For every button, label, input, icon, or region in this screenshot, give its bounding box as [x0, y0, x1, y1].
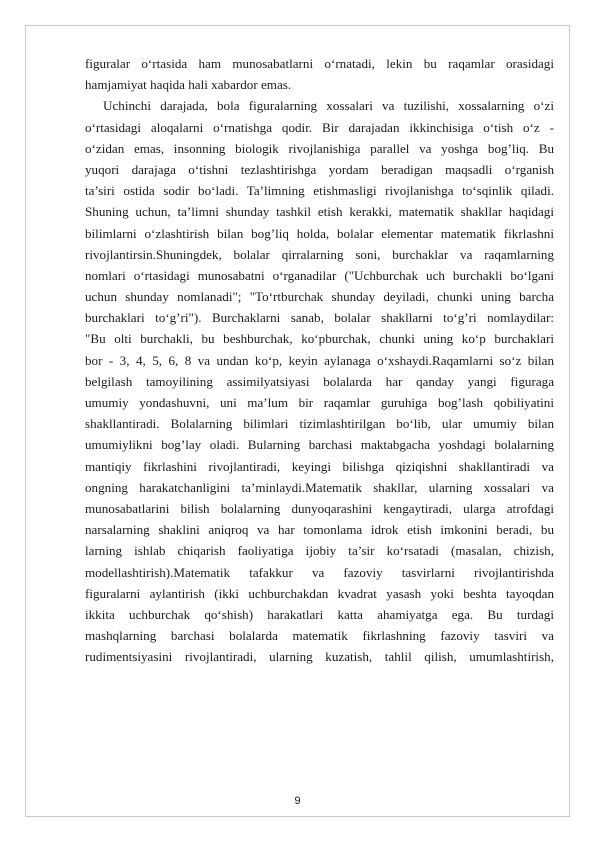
text-line: nomlari o‘rtasidagi munosabatni o‘rganadilar ("Uchburchak uch burchakli bo‘lgani [85, 267, 554, 283]
text-line: munosabatlarini bilish bolalarning dunyoqarashini kengaytiradi, ularga atrofdagi [85, 500, 554, 516]
text-line: shakllantiradi. Bolalarning bilimlari tizimlashtirilgan bo‘lib, ular umumiy bilan [85, 416, 554, 432]
text-line: o‘zidan emas, insonning biologik rivojlanishiga parallel va yoshga bog’liq. Bu [85, 140, 554, 156]
page-number: 9 [294, 795, 301, 807]
text-line: umumiy yondashuvni, uni ma’lum bir raqamlar guruhiga bog’lash qobiliyatini [85, 395, 554, 410]
text-line: mashqlarning barchasi bolalarda matematik fikrlashning fazoviy tasviri va [85, 628, 554, 644]
text-line: narsalarning shaklini aniqroq va har tomonlama idrok etish imkonini beradi, bu [85, 522, 554, 538]
text-line: figuralarni aylantirish (ikki uchburchakdan kvadrat yasash yoki beshta tayoqdan [85, 585, 554, 601]
text-line: o‘rtasidagi aloqalarni o‘rnatishga qodir. Bir darajadan ikkinchisiga o‘tish o‘z - [85, 119, 554, 135]
text-line: ikkita uchburchak qo‘shish) harakatlari katta ahamiyatga ega. Bu turdagi [85, 606, 554, 622]
text-line: bilimlarni o‘zlashtirish bilan bog’liq holda, bolalar elementar matematik fikrlashni [85, 225, 554, 241]
text-line: mantiqiy fikrlashini rivojlantiradi, keyingi bilishga qiziqishni shakllantiradi va [85, 458, 554, 474]
text-line: bor - 3, 4, 5, 6, 8 va undan ko‘p, keyin aylanaga o‘xshaydi.Raqamlarni so‘z bilan [85, 352, 554, 368]
text-line: hamjamiyat haqida hali xabardor emas. [85, 77, 292, 93]
text-line: ongning harakatchanligini ta’minlaydi.Matematik shakllar, ularning xossalari va [85, 479, 554, 495]
text-line: yuqori darajaga o‘tishni tezlashtirishga yordam beradigan maqsadli o‘rganish [85, 161, 554, 177]
text-line: Uchinchi darajada, bola figuralarning xossalari va tuzilishi, xossalarning o‘zi [103, 98, 554, 114]
text-line: belgilash tamoyilining assimilyatsiyasi bolalarda har qanday yangi figuraga [85, 373, 554, 389]
text-line: umumiylikni bog’lay oladi. Bularning barchasi maktabgacha yoshdagi bolalarning [85, 437, 554, 453]
text-line: larning ishlab chiqarish faoliyatiga ijobiy ta’sir ko‘rsatadi (masalan, chizish, [85, 543, 554, 559]
text-line: "Bu olti burchakli, bu beshburchak, ko‘pburchak, chunki uning ko‘p burchaklari [85, 331, 554, 347]
text-line: figuralar o‘rtasida ham munosabatlarni o‘rnatadi, lekin bu raqamlar orasidagi [85, 56, 554, 71]
text-line: burchaklari to‘g’ri"). Burchaklarni sanab, bolalar shakllarni to‘g’ri nomlaydilar: [85, 310, 554, 326]
text-line: ta’siri ostida sodir bo‘ladi. Ta’limning etishmasligi rivojlanishga to‘sqinlik qiladi. [85, 183, 554, 199]
text-line: modellashtirish).Matematik tafakkur va fazoviy tasvirlarni rivojlantirishda [85, 564, 554, 580]
text-line: Shuning uchun, ta’limni shunday tashkil etish kerakki, matematik shakllar haqidagi [85, 204, 554, 220]
body-text [85, 53, 554, 667]
text-line: uchun shunday nomlanadi"; "To‘rtburchak shunday deyiladi, chunki uning barcha [85, 289, 554, 305]
text-line: rivojlantirsin.Shuningdek, bolalar qirralarning soni, burchaklar va raqamlarning [85, 246, 554, 262]
text-line: rudimentsiyasini rivojlantiradi, ularning kuzatish, tahlil qilish, umumlashtirish, [85, 649, 554, 665]
